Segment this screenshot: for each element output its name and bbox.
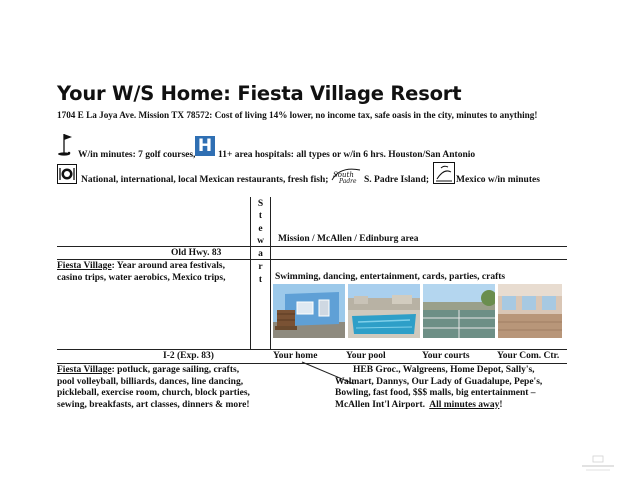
page-title: Your W/S Home: Fiesta Village Resort: [57, 82, 462, 105]
pool-photo: [348, 284, 420, 338]
old-hwy-line-bottom: [57, 259, 567, 260]
fiesta-text: pool volleyball, billiards, dances, line dancing,: [57, 376, 244, 387]
dining-text: National, international, local Mexican restaurants, fresh fish;: [81, 175, 329, 185]
stewart-letter: e: [258, 223, 263, 234]
stewart-letter: t: [258, 211, 263, 222]
fiesta-text: : potluck, garage sailing, crafts,: [111, 365, 240, 375]
old-hwy-line-top: [57, 246, 567, 247]
fiesta-label: Fiesta Village: [57, 261, 112, 271]
old-hwy-label: Old Hwy. 83: [171, 248, 222, 258]
watermark-logo: [580, 455, 616, 478]
stewart-letter: a: [258, 249, 263, 260]
golf-icon: [57, 131, 75, 157]
caption-com-ctr: Your Com. Ctr.: [497, 351, 560, 361]
fiesta-text: casino trips, water aerobics, Mexico trips,: [57, 272, 226, 283]
stewart-road-label: [250, 198, 271, 286]
nearby-line: Bowling, fast food, $$$ malls, big entertainment –: [335, 388, 536, 398]
caption-courts: Your courts: [422, 351, 470, 361]
fiesta-amenities-lower: [57, 365, 250, 411]
stewart-letter: t: [258, 274, 263, 285]
hospital-text: 11+ area hospitals: all types or w/in 6 hrs. Houston/San Antonio: [218, 150, 476, 160]
caption-home: Your home: [273, 351, 318, 361]
hospital-icon: H: [195, 136, 215, 156]
courts-photo: [423, 284, 495, 338]
stewart-letter: r: [258, 262, 263, 273]
highway-label: I-2 (Exp. 83): [163, 351, 214, 361]
nearby-line-end: !: [499, 399, 503, 410]
activities-text: Swimming, dancing, entertainment, cards, parties, crafts: [275, 272, 506, 282]
nearby-line: HEB Groc., Walgreens, Home Depot, Sally's,: [353, 365, 535, 375]
golf-text: W/in minutes: 7 golf courses,: [78, 150, 196, 160]
community-center-photo: [498, 284, 562, 338]
mexico-text: Mexico w/in minutes: [456, 175, 540, 185]
dining-icon: [57, 164, 77, 184]
fiesta-text: : Year around area festivals,: [111, 261, 226, 271]
subtitle: 1704 E La Joya Ave. Mission TX 78572: Cost of living 14% lower, no income tax, safe oasis in the city, minutes to anything!: [57, 110, 538, 120]
fiesta-text: sewing, breakfasts, art classes, dinners & more!: [57, 399, 250, 410]
caption-pool: Your pool: [346, 351, 386, 361]
fiesta-label: Fiesta Village: [57, 365, 112, 375]
nearby-line: Walmart, Dannys, Our Lady of Guadalupe, Pepe's,: [335, 376, 543, 387]
nearby-places: [335, 365, 542, 411]
fiesta-amenities-upper: [57, 261, 226, 284]
stewart-letter: S: [257, 199, 264, 209]
highway-line-top: [57, 349, 567, 350]
fiesta-text: pickleball, exercise room, church, block parties,: [57, 388, 250, 398]
nearby-line: McAllen Int'l Airport.: [335, 399, 430, 410]
svg-text:South: South: [333, 171, 354, 179]
south-padre-logo-icon: [330, 162, 362, 186]
mexico-icon: [433, 162, 455, 184]
home-photo: [273, 284, 345, 338]
area-heading: Mission / McAllen / Edinburg area: [278, 234, 419, 244]
svg-text:Padre: Padre: [339, 178, 357, 185]
nearby-emphasis: All minutes away: [429, 399, 500, 410]
stewart-letter: w: [257, 235, 264, 246]
spi-text: S. Padre Island;: [364, 175, 430, 185]
